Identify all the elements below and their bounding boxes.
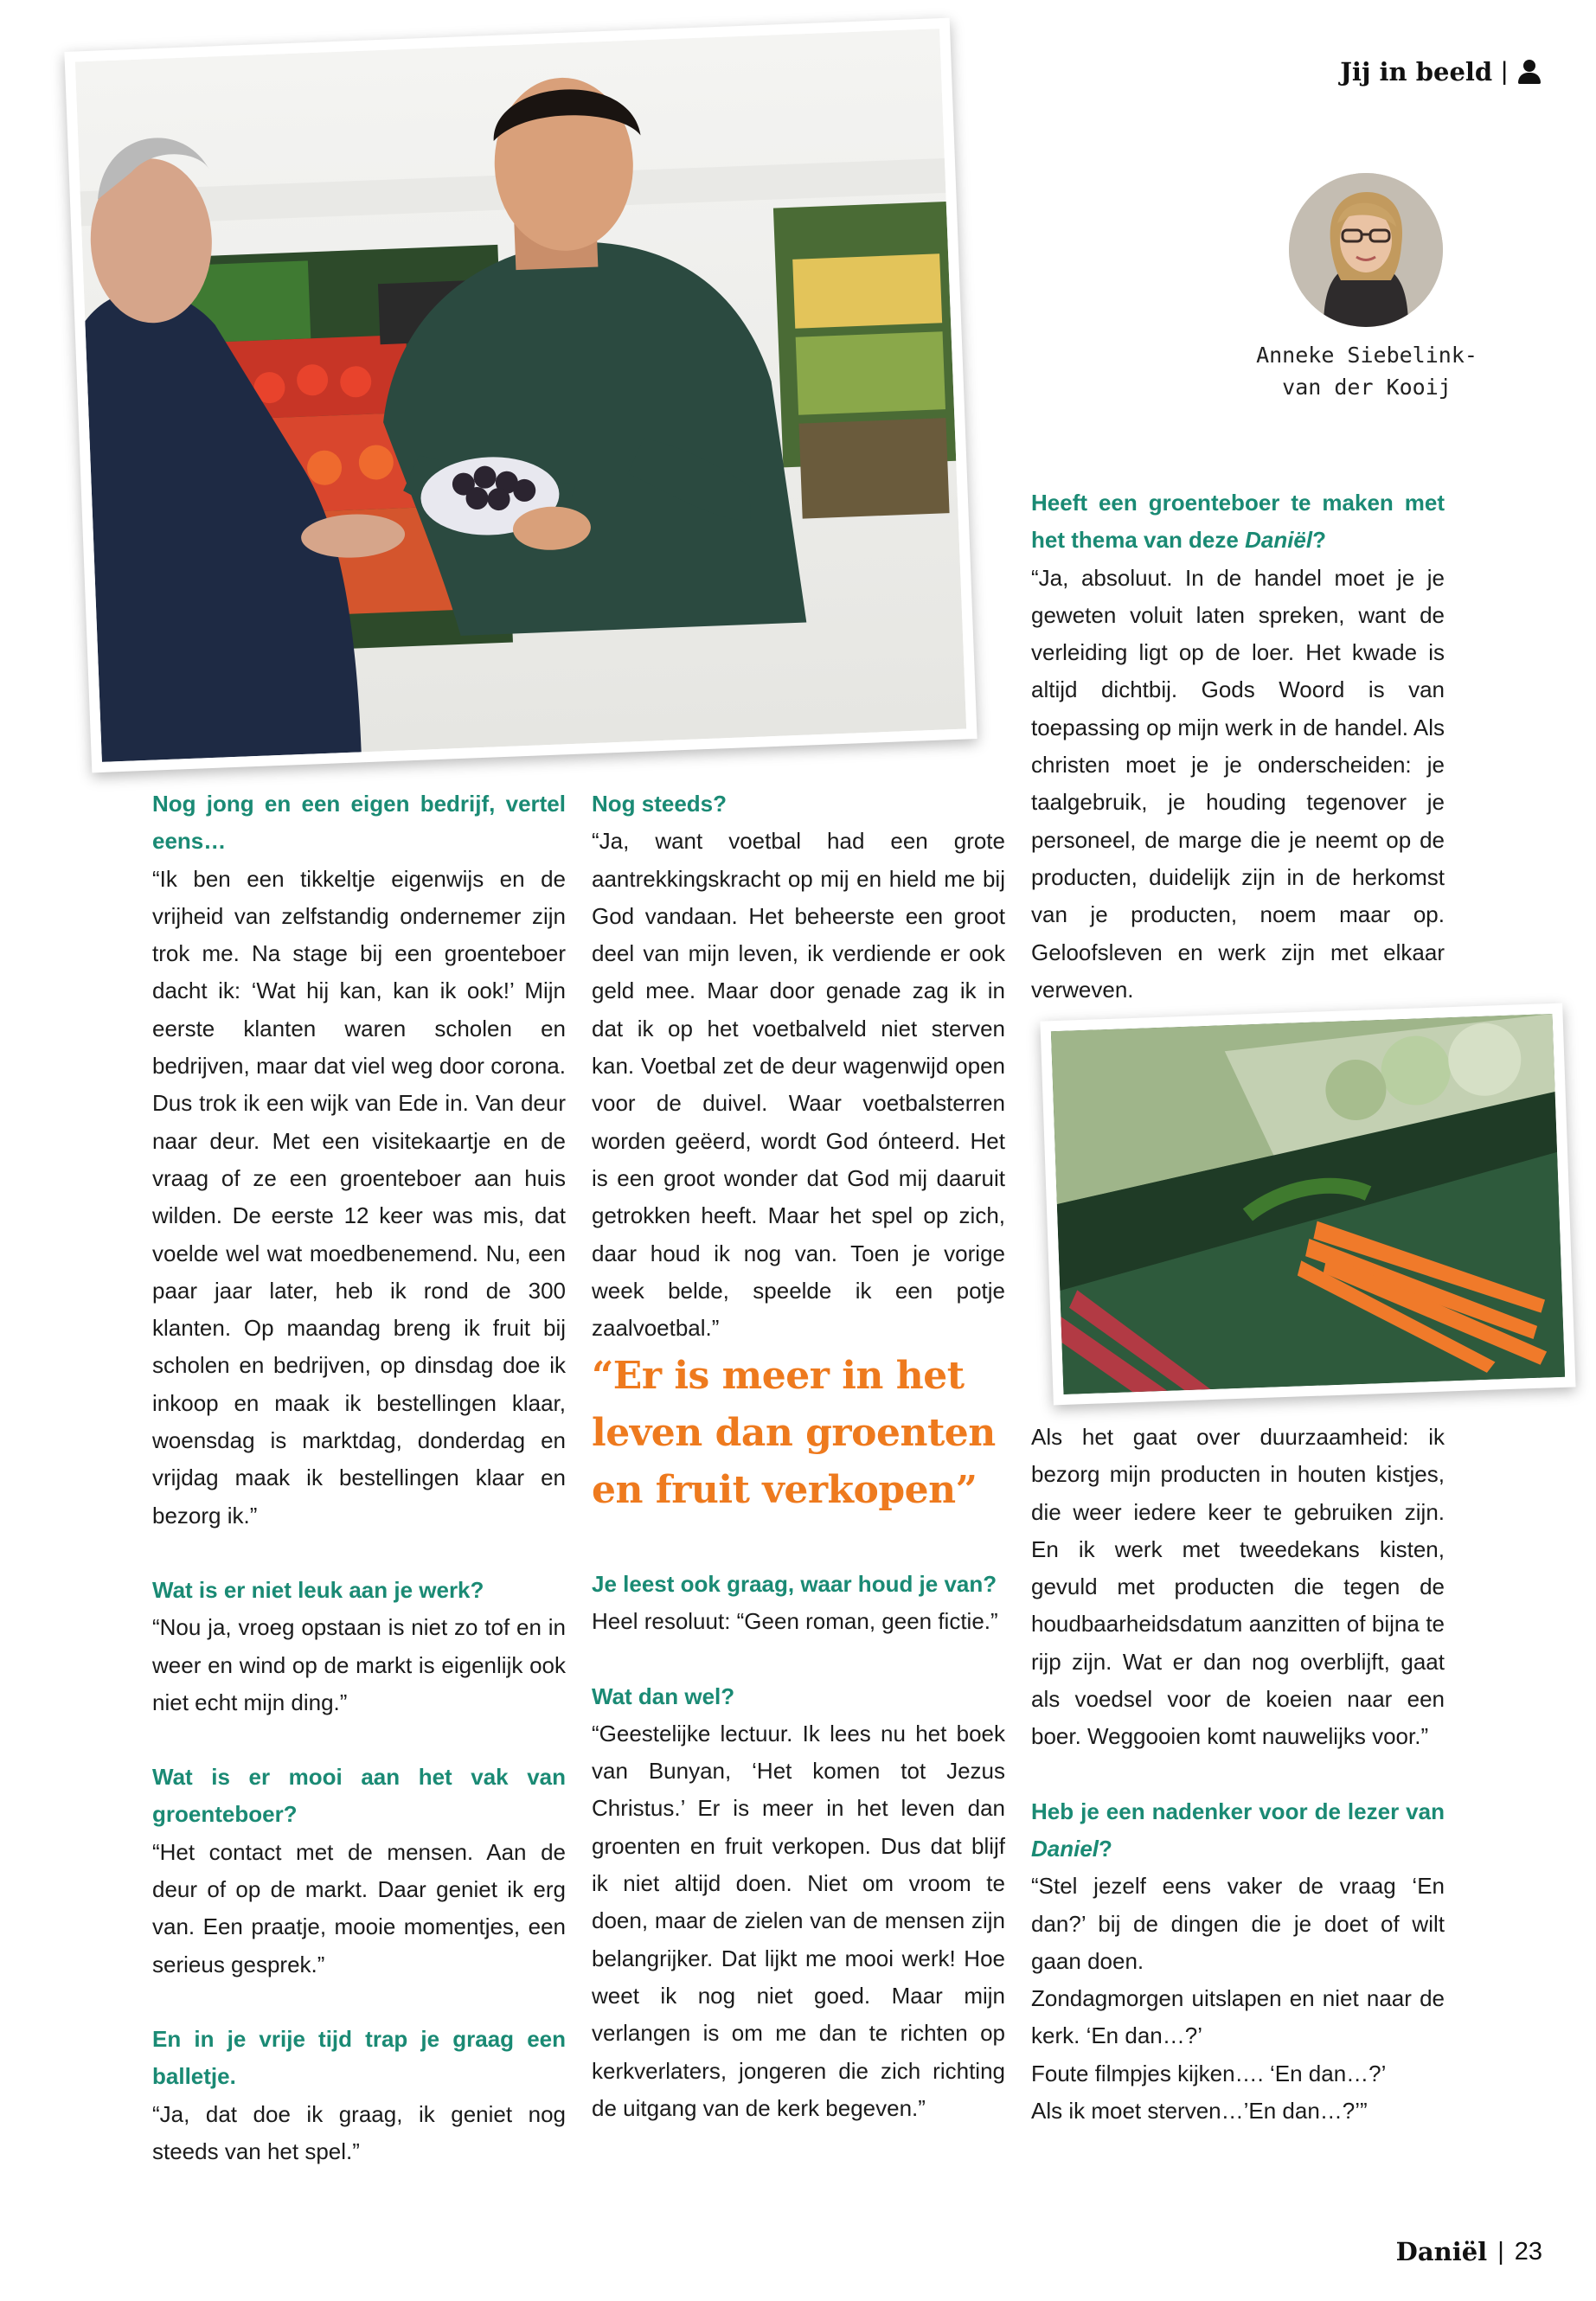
- question-7: Wat dan wel?: [592, 1682, 735, 1709]
- author-avatar: [1289, 173, 1443, 327]
- column-3-lower: [1031, 1419, 1445, 2130]
- column-2-lower: [592, 1566, 1005, 2127]
- answer-9-line-4: Als ik moet sterven…’En dan…?’”: [1031, 2098, 1368, 2125]
- footer-separator: |: [1497, 2237, 1504, 2266]
- section-tag: [1340, 57, 1542, 87]
- answer-8-continued: Als het gaat over duurzaamheid: ik bezorg mijn producten in houten kistjes, die weer iedere keer te gebruiken zijn. En ik werk met tweedekans kisten, gevuld met producten die tegen de houdbaarheidsdatum aanzitten of bijna te rijp zijn. Wat er dan nog overblijft, gaat als voedsel voor de koeien naar een boer. Weggooien komt nauwelijks voor.”: [1031, 1424, 1445, 1750]
- section-separator: |: [1501, 57, 1508, 86]
- answer-3: “Het contact met de mensen. Aan de deur of op de markt. Daar geniet ik erg van. Een praatje, mooie momentjes, een serieus gesprek.”: [152, 1838, 566, 1977]
- question-6: Je leest ook graag, waar houd je van?: [592, 1571, 997, 1597]
- question-9: Heb je een nadenker voor de lezer van Daniel?: [1031, 1798, 1445, 1862]
- photo-greengrocer: [64, 18, 977, 773]
- magazine-name: Daniël: [1395, 2237, 1488, 2266]
- magazine-name-italic: Daniël: [1245, 527, 1313, 554]
- question-4: En in je vrije tijd trap je graag een balletje.: [152, 2025, 566, 2090]
- answer-5: “Ja, want voetbal had een grote aantrekkingskracht op mij en hield me bij God vandaan. Het beheerste een groot deel van mijn leven, ik verdiende er ook geld mee. Maar door genade zag ik in dat ik op het voetbalveld niet sterven kan. Voetbal zet de deur wagenwijd open voor de duivel. Waar voetbalsterren worden geëerd, wordt God ónteerd. Het is een groot wonder dat God mij daaruit getrokken heeft. Maar het spel op zich, daar houd ik nog van. Toen je vorige week belde, speelde ik een potje zaalvoetbal.”: [592, 828, 1005, 1342]
- answer-9-line-1: “Stel jezelf eens vaker de vraag ‘En dan?’ bij de dingen die je doet of wilt gaan doen.: [1031, 1873, 1445, 1974]
- answer-2: “Nou ja, vroeg opstaan is niet zo tof en in weer en wind op de markt is eigenlijk ook niet echt mijn ding.”: [152, 1614, 566, 1715]
- answer-8: “Ja, absoluut. In de handel moet je je geweten voluit laten spreken, want de verleiding ligt op de loer. Het kwade is altijd dichtbij. Gods Woord is van toepassing op mijn werk in de handel. Als christen moet je je onderscheiden: je taalgebruik, je houding tegenover je personeel, de marge die je neemt op de producten, duidelijk zijn in de herkomst van je producten, noem maar op. Geloofsleven en werk zijn met elkaar verweven.: [1031, 564, 1445, 1003]
- answer-1: “Ik ben een tikkeltje eigenwijs en de vrijheid van zelfstandig ondernemer zijn trok me. Na stage bij een groenteboer dacht ik: ‘Wat hij kan, kan ik ook!’ Mijn eerste klanten waren scholen en bedrijven, maar dat viel weg door corona. Dus trok ik een wijk van Ede in. Van deur naar deur. Met een visitekaartje en de vraag of ze een groenteboer aan huis wilden. De eerste 12 keer was mis, dat voelde wel wat moedbenemend. Nu, een paar jaar later, heb ik rond de 300 klanten. Op maandag breng ik fruit bij scholen en bedrijven, op dinsdag doe ik inkoop en maak ik bestellingen klaar, woensdag is marktdag, donderdag en vrijdag maak ik bestellingen klaar en bezorg ik.”: [152, 865, 566, 1529]
- answer-6: Heel resoluut: “Geen roman, geen fictie.”: [592, 1608, 998, 1635]
- photo-carrots: [1040, 1003, 1575, 1406]
- answer-4: “Ja, dat doe ik graag, ik geniet nog steeds van het spel.”: [152, 2100, 566, 2164]
- page-number: 23: [1514, 2237, 1542, 2266]
- author-name: Anneke Siebelink-van der Kooij: [1256, 343, 1477, 400]
- answer-9-line-3: Foute filmpjes kijken…. ‘En dan…?’: [1031, 2060, 1387, 2086]
- magazine-name-italic-2: Daniel: [1031, 1835, 1099, 1862]
- question-8: Heeft een groenteboer te maken met het thema van deze Daniël?: [1031, 490, 1445, 554]
- answer-7: “Geestelijke lectuur. Ik lees nu het boek van Bunyan, ‘Het komen tot Jezus Christus.’ Er is meer in het leven dan groenten en fruit verkopen. Dus dat blijf ik niet altijd doen. Niet om vroom te doen, maar de zielen van de mensen zijn belangrijker. Dat lijkt me mooi werk! Hoe weet ik nog niet goed. Maar mijn verlangen is om me dan te richten op kerkverlaters, jongeren die zich richting de uitgang van de kerk begeven.”: [592, 1720, 1005, 2121]
- question-3: Wat is er mooi aan het vak van groenteboer?: [152, 1764, 566, 1828]
- pull-quote: “Er is meer in het leven dan groenten en fruit verkopen”: [592, 1354, 996, 1512]
- column-2: [592, 785, 1005, 1347]
- question-2: Wat is er niet leuk aan je werk?: [152, 1576, 484, 1603]
- column-1: [152, 785, 566, 2170]
- section-title: Jij in beeld: [1340, 57, 1493, 87]
- question-1: Nog jong en een eigen bedrijf, vertel eens…: [152, 791, 566, 855]
- answer-9-line-2: Zondagmorgen uitslapen en niet naar de kerk. ‘En dan…?’: [1031, 1985, 1445, 2049]
- column-3: [1031, 484, 1445, 1009]
- question-5: Nog steeds?: [592, 791, 727, 817]
- page-footer: [1396, 2237, 1542, 2266]
- person-icon: [1516, 59, 1542, 85]
